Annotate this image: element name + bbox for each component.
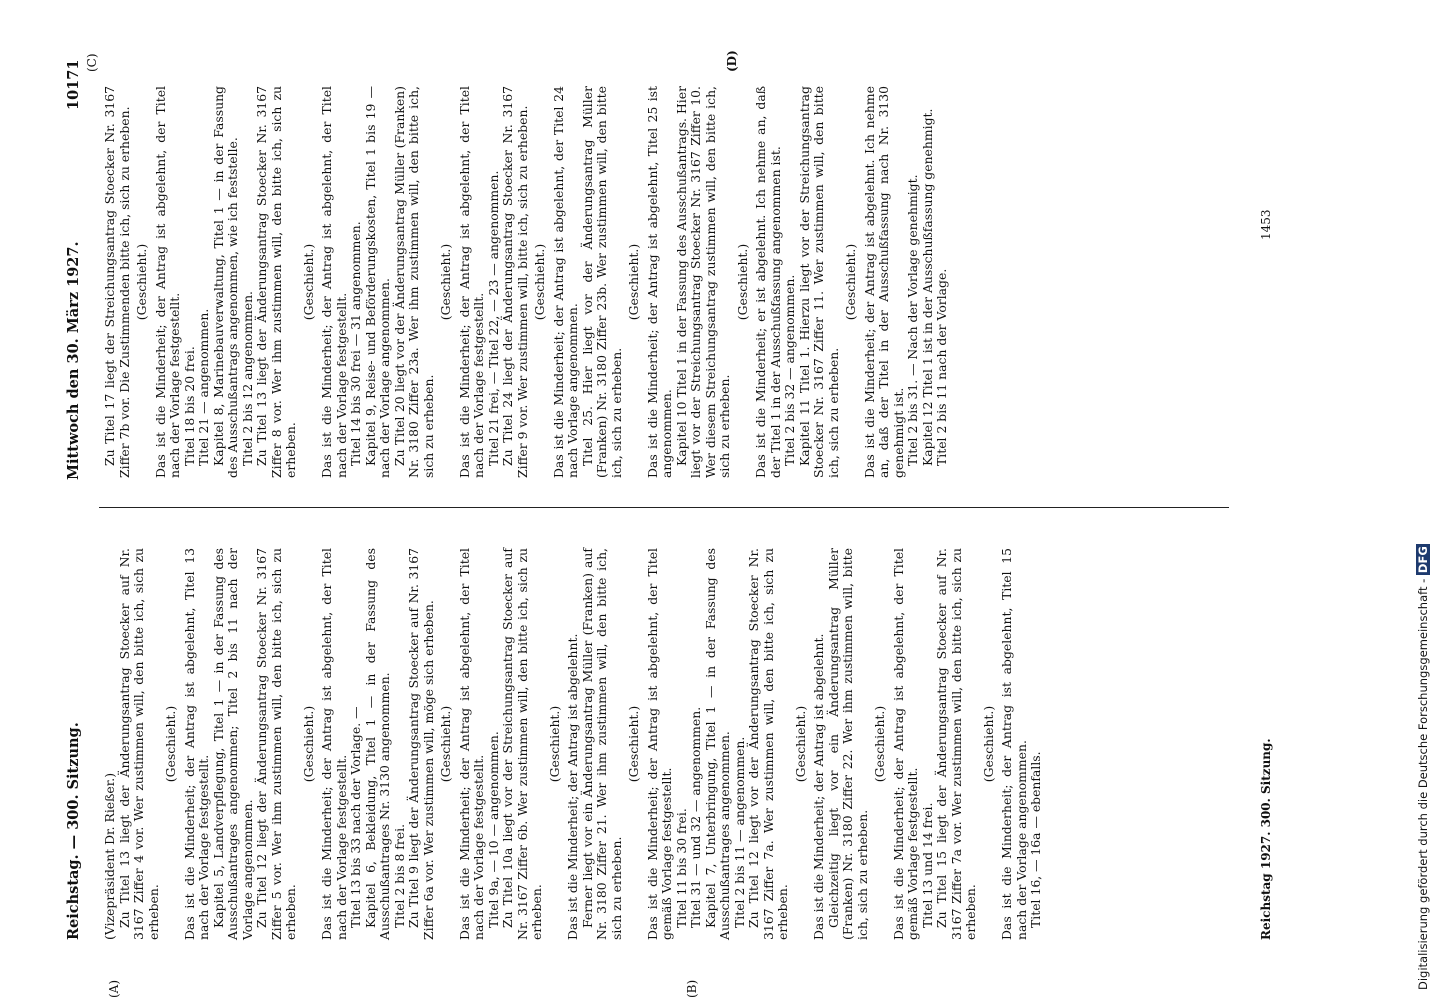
paragraph: Titel 2 bis 11 nach der Vorlage.: [934, 268, 949, 466]
paragraph: Titel 13 und 14 frei.: [919, 802, 935, 928]
paragraph: Das ist die Minderheit; der Antrag ist abgelehnt, der Titel nach der Vorlage festgestellt.: [319, 548, 349, 940]
stage-note: (Geschieht.): [134, 243, 149, 321]
paragraph: Kapitel 8, Marinebauverwaltung, Titel 1 — in der Fassung des Ausschußantrags angenommen, wie ich feststelle.: [210, 86, 240, 478]
paragraph: Zu Titel 20 liegt vor der Änderungsantrag Müller (Franken) Nr. 3180 Ziffer 23a. Wer ihm zustimmen will, den bitte ich, sich zu erheben.: [391, 86, 436, 478]
stage-note: (Geschieht.): [546, 705, 562, 783]
paragraph: Das ist die Minderheit; der Antrag ist abgelehnt, der Titel nach der Vorlage festgestellt.: [319, 86, 349, 478]
paragraph: Ferner liegt vor ein Änderungsantrag Müller (Franken) auf Nr. 3180 Ziffer 21. Wer ihm zustimmen will, den bitte ich, sich zu erheben.: [579, 548, 624, 940]
paragraph: Titel 2 bis 12 angenommen.: [239, 291, 255, 466]
paragraph: Das ist die Minderheit; der Antrag ist abgelehnt, der Titel nach der Vorlage festgestellt.: [456, 86, 486, 478]
paragraph: Titel 18 bis 20 frei.: [181, 346, 197, 466]
paragraph: Zu Titel 12 liegt der Änderungsantrag Stoecker Nr. 3167 Ziffer 5 vor. Wer ihm zustimmen will, den bitte ich, sich zu erheben.: [254, 548, 298, 940]
stage-note: (Geschieht.): [872, 705, 887, 783]
paragraph: Titel 9a, — 10 — angenommen.: [485, 731, 501, 928]
dfg-logo: DFG: [1416, 546, 1430, 574]
paragraph: Kapitel 11 Titel 1. Hierzu liegt vor der Streichungsantrag Stoecker Nr. 3167 Ziffer 11. Wer zustimmen will, den bitte ich, sich zu erheben.: [796, 86, 841, 478]
stage-note: (Geschieht.): [626, 705, 641, 783]
paragraph: Kapitel 7, Unterbringung, Titel 1 — in der Fassung des Ausschußantrages angenommen.: [702, 548, 732, 940]
paragraph: Das ist die Minderheit; der Antrag ist abgelehnt, Titel 15 nach der Vorlage angenommen.: [999, 548, 1029, 940]
paragraph: Titel 11 bis 30 frei.: [673, 808, 689, 928]
stage-note: (Geschieht.): [792, 705, 808, 783]
speaker-label: (Vizepräsident Dr. Rießer.): [102, 772, 117, 940]
paragraph: Das ist die Minderheit; der Antrag ist abgelehnt, der Titel 24 nach Vorlage angenommen.: [550, 86, 580, 478]
paragraph: Das ist die Minderheit; der Antrag ist abgelehnt, der Titel nach der Vorlage festgestellt.: [456, 548, 486, 940]
sheet-number: 1453: [1259, 209, 1273, 240]
stage-note: (Geschieht.): [438, 705, 453, 783]
page-header: [65, 60, 91, 940]
paragraph: Das ist die Minderheit; der Antrag ist abgelehnt, Titel 25 ist angenommen.: [644, 86, 674, 478]
credit-text: Digitalisierung gefördert durch die Deutsche Forschungsgemeinschaft -: [1416, 578, 1430, 990]
header-left: Reichstag. — 300. Sitzung.: [65, 722, 82, 940]
stage-note: (Geschieht.): [980, 705, 996, 783]
header-center: Mittwoch den 30. März 1927.: [65, 241, 82, 480]
paragraph: Das ist die Minderheit; der Antrag ist abgelehnt, der Titel gemäß Vorlage festgestellt.: [890, 548, 920, 940]
paragraph: Zu Titel 17 liegt der Streichungsantrag Stoecker Nr. 3167 Ziffer 7b vor. Die Zustimmenden bitte ich, sich zu erheben.: [102, 86, 132, 478]
stage-note: (Geschieht.): [734, 243, 750, 321]
paragraph: Zu Titel 10a liegt vor der Streichungsantrag Stoecker auf Nr. 3167 Ziffer 6b. Wer zustimmen will, den bitte ich, sich zu erheben.: [500, 548, 544, 940]
margin-mark-b: (B): [685, 979, 699, 998]
paragraph: Gleichzeitig liegt vor ein Änderungsantrag Müller (Franken) Nr. 3180 Ziffer 22. Wer ihm zustimmen will, bitte ich, sich zu erheben.: [825, 548, 870, 940]
left-column: [103, 548, 1044, 940]
paragraph: Kapitel 5, Landverpflegung, Titel 1 — in der Fassung des Ausschußantrages angenommen; Titel 2 bis 11 nach der Vorlage angenommen.: [210, 548, 255, 940]
paragraph: Zu Titel 24 liegt der Änderungsantrag Stoecker Nr. 3167 Ziffer 9 vor. Wer zustimmen will, bitte ich, sich zu erheben.: [500, 86, 530, 478]
paragraph: Titel 25. Hier liegt vor der Änderungsantrag Müller (Franken) Nr. 3180 Ziffer 23b. Wer zustimmen will, den bitte ich, sich zu erheben.: [579, 86, 624, 478]
page-number: 10171: [65, 59, 82, 110]
stage-note: (Geschieht.): [532, 243, 547, 321]
column-divider: [99, 507, 1229, 508]
paragraph: Das ist die Minderheit; der Antrag ist abgelehnt, der Titel gemäß Vorlage festgestellt.: [644, 548, 674, 940]
paragraph: Titel 21 — angenommen.: [196, 308, 211, 466]
paragraph: Zu Titel 13 liegt der Änderungsantrag Stoecker Nr. 3167 Ziffer 8 vor. Wer ihm zustimmen will, den bitte ich, sich zu erheben.: [254, 86, 298, 478]
footer-note: Reichstag 1927. 300. Sitzung.: [1259, 738, 1273, 940]
paragraph: Kapitel 10 Titel 1 in der Fassung des Ausschußantrags. Hier liegt vor der Streichungsantrag Stoecker Nr. 3167 Ziffer 10. Wer diesem Streichungsantrag zustimmen will, den bitte ich, sich zu erheben.: [673, 86, 732, 478]
paragraph: Zu Titel 13 liegt der Änderungsantrag Stoecker auf Nr. 3167 Ziffer 4 vor. Wer zustimmen will, den bitte ich, sich zu erheben.: [116, 548, 161, 940]
paragraph: Titel 2 bis 32 — angenommen.: [782, 274, 797, 466]
paragraph: Titel 2 bis 8 frei.: [391, 823, 407, 928]
paragraph: Das ist die Minderheit; der Antrag ist abgelehnt.: [811, 633, 826, 940]
stage-note: (Geschieht.): [438, 243, 453, 321]
digitization-credit: [1416, 0, 1434, 990]
paragraph: Titel 2 bis 31. — Nach der Vorlage genehmigt.: [905, 174, 920, 466]
paragraph: Das ist die Minderheit; der Antrag ist abgelehnt. Ich nehme an, daß der Titel in der Ausschußfassung nach Nr. 3130 genehmigt ist.: [861, 86, 906, 478]
stage-note: (Geschieht.): [843, 243, 858, 321]
paragraph: Kapitel 9, Reise- und Beförderungskosten, Titel 1 bis 19 — nach der Vorlage angenommen.: [362, 86, 392, 478]
paragraph: Kapitel 12 Titel 1 ist in der Ausschußfassung genehmigt.: [919, 108, 935, 466]
paragraph: Titel 2 bis 11 — angenommen.: [731, 736, 747, 928]
paragraph: Titel 21 frei, — Titel 22, — 23 — angenommen.: [485, 170, 501, 466]
paragraph: Das ist die Minderheit; er ist abgelehnt. Ich nehme an, daß der Titel 1 in der Ausschußfassung angenommen ist.: [753, 86, 783, 478]
paragraph: Das ist die Minderheit; der Antrag ist abgelehnt.: [565, 633, 580, 940]
paragraph: Titel 16, — 16a — ebenfalls.: [1028, 751, 1043, 928]
paragraph: Kapitel 6, Bekleidung, Titel 1 — in der Fassung des Ausschußantrages Nr. 3130 angenommen.: [362, 548, 392, 940]
margin-mark-a: (A): [107, 979, 121, 998]
paragraph: Zu Titel 9 liegt der Änderungsantrag Stoecker auf Nr. 3167 Ziffer 6a vor. Wer zustimmen will, möge sich erheben.: [406, 548, 436, 940]
right-column: [103, 86, 950, 478]
stage-note: (Geschieht.): [300, 243, 316, 321]
paragraph: Titel 14 bis 30 frei — 31 angenommen.: [348, 221, 363, 466]
stage-note: (Geschieht.): [626, 243, 641, 321]
margin-mark-d: (D): [725, 50, 739, 72]
stage-note: (Geschieht.): [300, 705, 316, 783]
paragraph: Zu Titel 12 liegt vor der Änderungsantrag Stoecker Nr. 3167 Ziffer 7a. Wer zustimmen will, den bitte ich, sich zu erheben.: [746, 548, 790, 940]
paragraph: Das ist die Minderheit; der Antrag ist abgelehnt, Titel 13 nach der Vorlage festgestellt.: [181, 548, 211, 940]
paragraph: Titel 31 — und 32 — angenommen.: [688, 706, 703, 928]
rotated-page: [65, 50, 1305, 998]
stage-note: (Geschieht.): [163, 705, 178, 783]
paragraph: Das ist die Minderheit; der Antrag ist abgelehnt, der Titel nach der Vorlage festgestellt.: [152, 86, 182, 478]
paragraph: Titel 13 bis 33 nach der Vorlage. —: [348, 706, 363, 928]
margin-mark-c: (C): [85, 53, 99, 72]
paragraph: Zu Titel 15 liegt der Änderungsantrag Stoecker auf Nr. 3167 Ziffer 7a vor. Wer zustimmen will, den bitte ich, sich zu erheben.: [934, 548, 978, 940]
